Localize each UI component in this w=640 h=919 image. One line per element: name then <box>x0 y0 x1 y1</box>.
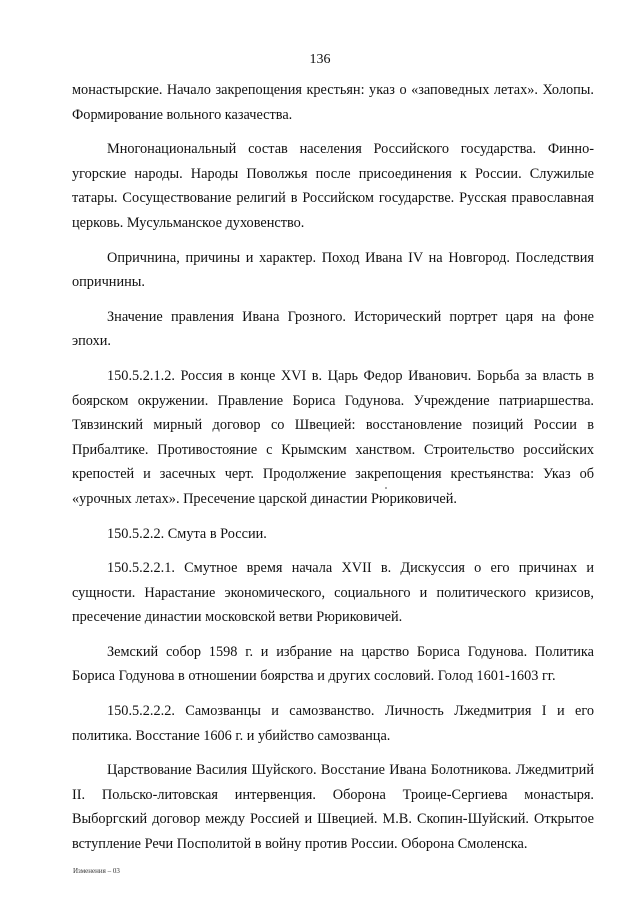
revision-note: Изменения – 03 <box>73 867 120 875</box>
scan-speck <box>385 487 387 489</box>
document-body <box>72 78 594 857</box>
paragraph-oprichnina: Опричнина, причины и характер. Поход Ивана IV на Новгород. Последствия опричнины. <box>72 249 594 291</box>
paragraph-russia-late-16th-century: 150.5.2.1.2. Россия в конце XVI в. Царь Федор Иванович. Борьба за власть в боярском окружении. Правление Бориса Годунова. Учреждение патриаршества. Тявзинский мирный договор со Швецией: восстановление позиций России в Прибалтике. Противостояние с Крымским ханством. Строительство российских крепостей и засечных черт. Продолжение закрепощения крестьянства: Указ об «урочных летах». Пресечение царской династии Рюриковичей. <box>72 367 594 507</box>
paragraph-vasily-shuisky-reign: Царствование Василия Шуйского. Восстание Ивана Болотникова. Лжедмитрий II. Польско-литовская интервенция. Оборона Троице-Сергиева монастыря. Выборгский договор между Россией и Швецией. М.В. Скопин-Шуйский. Открытое вступление Речи Посполитой в войну против России. Оборона Смоленска. <box>72 762 594 853</box>
paragraph-time-of-troubles-causes: 150.5.2.2.1. Смутное время начала XVII в. Дискуссия о его причинах и сущности. Нарастание экономического, социального и политического кризисов, пресечение династии московской ветви Рюриковичей. <box>72 560 594 626</box>
paragraph-multinational-population: Многонациональный состав населения Российского государства. Финно-угорские народы. Народы Поволжья после присоединения к России. Служилые татары. Сосуществование религий в Российском государстве. Русская православная церковь. Мусульманское духовенство. <box>72 141 594 231</box>
paragraph-time-of-troubles-heading: 150.5.2.2. Смута в России. <box>107 525 267 542</box>
page-number: 136 <box>309 52 331 67</box>
paragraph-zemsky-sobor-1598: Земский собор 1598 г. и избрание на царство Бориса Годунова. Политика Бориса Годунова в отношении боярства и других сословий. Голод 1601-1603 гг. <box>72 643 594 685</box>
paragraph-ivan-significance: Значение правления Ивана Грозного. Исторический портрет царя на фоне эпохи. <box>72 308 594 350</box>
paragraph-impostors: 150.5.2.2.2. Самозванцы и самозванство. Личность Лжедмитрия I и его политика. Восстание 1606 г. и убийство самозванца. <box>72 703 594 744</box>
paragraph-serfdom-beginning: монастырские. Начало закрепощения крестьян: указ о «заповедных летах». Холопы. Формирование вольного казачества. <box>72 82 594 123</box>
